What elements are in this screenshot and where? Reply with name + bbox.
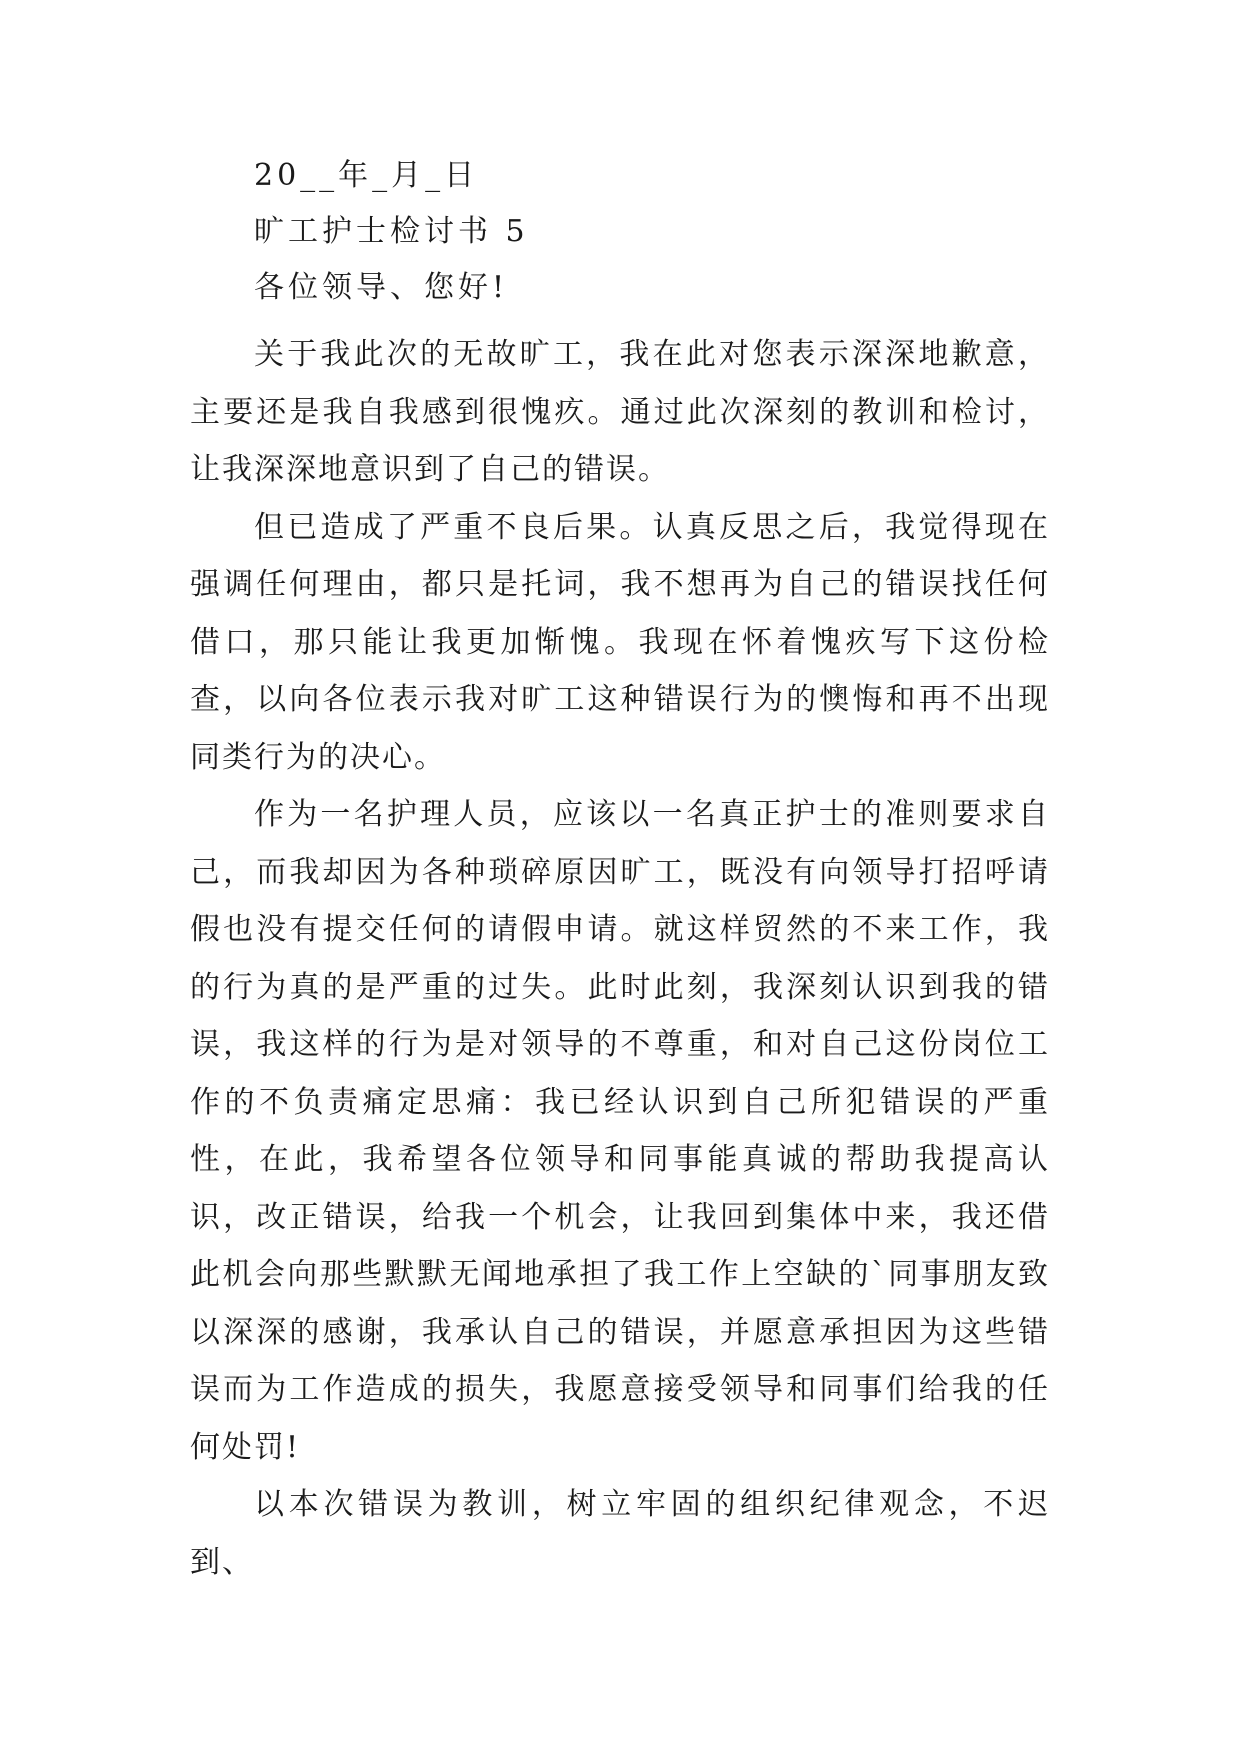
document-body: [190, 158, 1050, 1591]
document-title: 旷工护士检讨书 5: [254, 214, 529, 249]
paragraph-2: 但已造成了严重不良后果。认真反思之后，我觉得现在强调任何理由，都只是托词，我不想再为自己的错误找任何借口，那只能让我更加惭愧。我现在怀着愧疚写下这份检查，以向各位表示我对旷工这种错误行为的懊悔和再不出现同类行为的决心。: [190, 509, 1050, 775]
paragraph-1: 关于我此次的无故旷工，我在此对您表示深深地歉意，主要还是我自我感到很愧疚。通过此次深刻的教训和检讨，让我深深地意识到了自己的错误。: [190, 337, 1050, 487]
paragraph-3: 作为一名护理人员，应该以一名真正护士的准则要求自己，而我却因为各种琐碎原因旷工，既没有向领导打招呼请假也没有提交任何的请假申请。就这样贸然的不来工作，我的行为真的是严重的过失。此时此刻，我深刻认识到我的错误，我这样的行为是对领导的不尊重，和对自己这份岗位工作的不负责痛定思痛：我已经认识到自己所犯错误的严重性，在此，我希望各位领导和同事能真诚的帮助我提高认识，改正错误，给我一个机会，让我回到集体中来，我还借此机会向那些默默无闻地承担了我工作上空缺的`同事朋友致以深深的感谢，我承认自己的错误，并愿意承担因为这些错误而为工作造成的损失，我愿意接受领导和同事们给我的任何处罚!: [190, 797, 1050, 1465]
date-line: 20__年_月_日: [254, 158, 479, 193]
salutation: 各位领导、您好!: [254, 270, 509, 305]
paragraph-4: 以本次错误为教训，树立牢固的组织纪律观念，不迟到、: [190, 1487, 1050, 1580]
